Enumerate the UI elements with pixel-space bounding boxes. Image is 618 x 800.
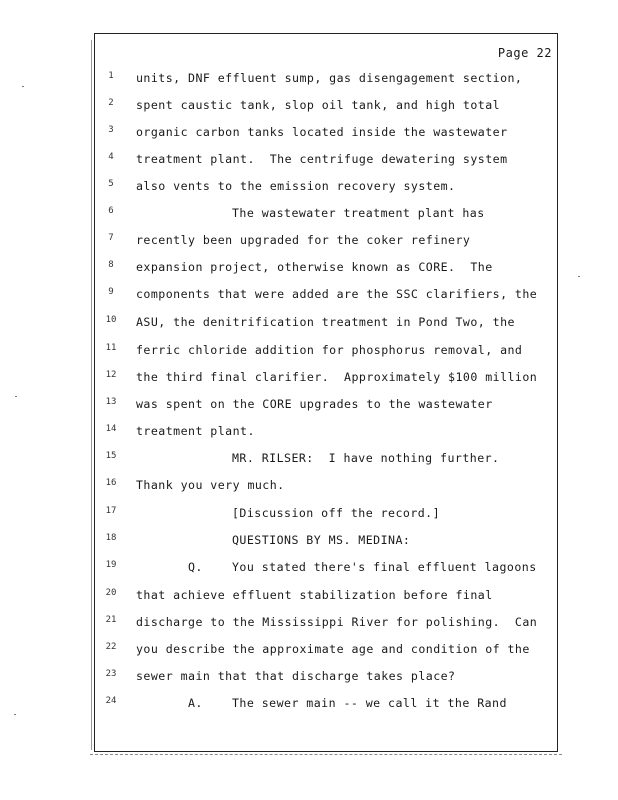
line-number: 11 <box>105 343 117 353</box>
transcript-line <box>100 586 555 604</box>
transcript-line <box>100 313 555 331</box>
scan-speck <box>15 396 17 397</box>
line-number: 21 <box>105 615 117 625</box>
line-text: the third final clarifier. Approximately $100 million <box>136 370 538 384</box>
transcript-line <box>100 204 555 222</box>
transcript-line <box>100 231 555 249</box>
transcript-line <box>100 449 555 467</box>
line-text: units, DNF effluent sump, gas disengagement section, <box>136 71 523 85</box>
line-number: 8 <box>108 260 114 270</box>
transcript-line <box>100 504 555 522</box>
line-number: 1 <box>108 71 114 81</box>
line-number: 6 <box>108 206 114 216</box>
line-text: you describe the approximate age and condition of the <box>136 642 530 656</box>
line-text: treatment plant. The centrifuge dewatering system <box>136 152 508 166</box>
line-number: 22 <box>105 642 117 652</box>
line-text: The wastewater treatment plant has <box>232 206 485 220</box>
bottom-rule <box>90 754 562 756</box>
transcript-line <box>100 640 555 658</box>
line-text: You stated there's final effluent lagoons <box>232 560 537 574</box>
line-number: 3 <box>108 125 114 135</box>
line-text: MR. RILSER: I have nothing further. <box>232 451 500 465</box>
line-number: 4 <box>108 152 114 162</box>
line-text: recently been upgraded for the coker refinery <box>136 233 471 247</box>
transcript-line <box>100 531 555 549</box>
line-text: Thank you very much. <box>136 478 285 492</box>
line-text: also vents to the emission recovery system. <box>136 179 456 193</box>
line-number: 7 <box>108 233 114 243</box>
scan-speck <box>578 276 580 277</box>
transcript-line <box>100 341 555 359</box>
transcript-line <box>100 150 555 168</box>
line-text: ASU, the denitrification treatment in Pond Two, the <box>136 315 515 329</box>
line-number: 17 <box>105 506 117 516</box>
scan-speck <box>14 714 16 715</box>
line-text: components that were added are the SSC clarifiers, the <box>136 287 538 301</box>
line-text: was spent on the CORE upgrades to the wastewater <box>136 397 493 411</box>
question-marker: Q. <box>188 560 203 574</box>
line-text: The sewer main -- we call it the Rand <box>232 696 507 710</box>
transcript-line <box>100 558 555 576</box>
line-text: spent caustic tank, slop oil tank, and high total <box>136 98 501 112</box>
scan-shadow-line <box>91 40 92 750</box>
transcript-line <box>100 123 555 141</box>
transcript-line <box>100 613 555 631</box>
line-number: 23 <box>105 669 117 679</box>
line-number: 12 <box>105 370 117 380</box>
line-text: organic carbon tanks located inside the wastewater <box>136 125 508 139</box>
line-text: QUESTIONS BY MS. MEDINA: <box>232 533 411 547</box>
line-number: 20 <box>105 588 117 598</box>
transcript-line <box>100 667 555 685</box>
line-text: expansion project, otherwise known as CORE. The <box>136 260 493 274</box>
line-number: 16 <box>105 478 117 488</box>
transcript-line <box>100 368 555 386</box>
answer-marker: A. <box>188 696 203 710</box>
line-number: 13 <box>105 397 117 407</box>
line-number: 9 <box>108 287 114 297</box>
line-number: 10 <box>105 315 117 325</box>
transcript-line <box>100 258 555 276</box>
line-number: 18 <box>105 533 117 543</box>
transcript-line <box>100 177 555 195</box>
transcript-line <box>100 395 555 413</box>
line-text: [Discussion off the record.] <box>232 506 441 520</box>
line-number: 5 <box>108 179 114 189</box>
transcript-line <box>100 694 555 712</box>
line-number: 14 <box>105 424 117 434</box>
line-number: 19 <box>105 560 117 570</box>
line-text: ferric chloride addition for phosphorus removal, and <box>136 343 523 357</box>
line-text: treatment plant. <box>136 424 255 438</box>
line-text: discharge to the Mississippi River for polishing. Can <box>136 615 538 629</box>
line-number: 2 <box>108 98 114 108</box>
line-number: 15 <box>105 451 117 461</box>
transcript-line <box>100 96 555 114</box>
transcript-line <box>100 69 555 87</box>
line-text: that achieve effluent stabilization before final <box>136 588 493 602</box>
transcript-line <box>100 422 555 440</box>
transcript-line <box>100 285 555 303</box>
line-text: sewer main that that discharge takes place? <box>136 669 456 683</box>
line-number: 24 <box>105 696 117 706</box>
transcript-line <box>100 476 555 494</box>
scan-speck <box>22 86 24 87</box>
page-number: Page 22 <box>497 46 552 60</box>
